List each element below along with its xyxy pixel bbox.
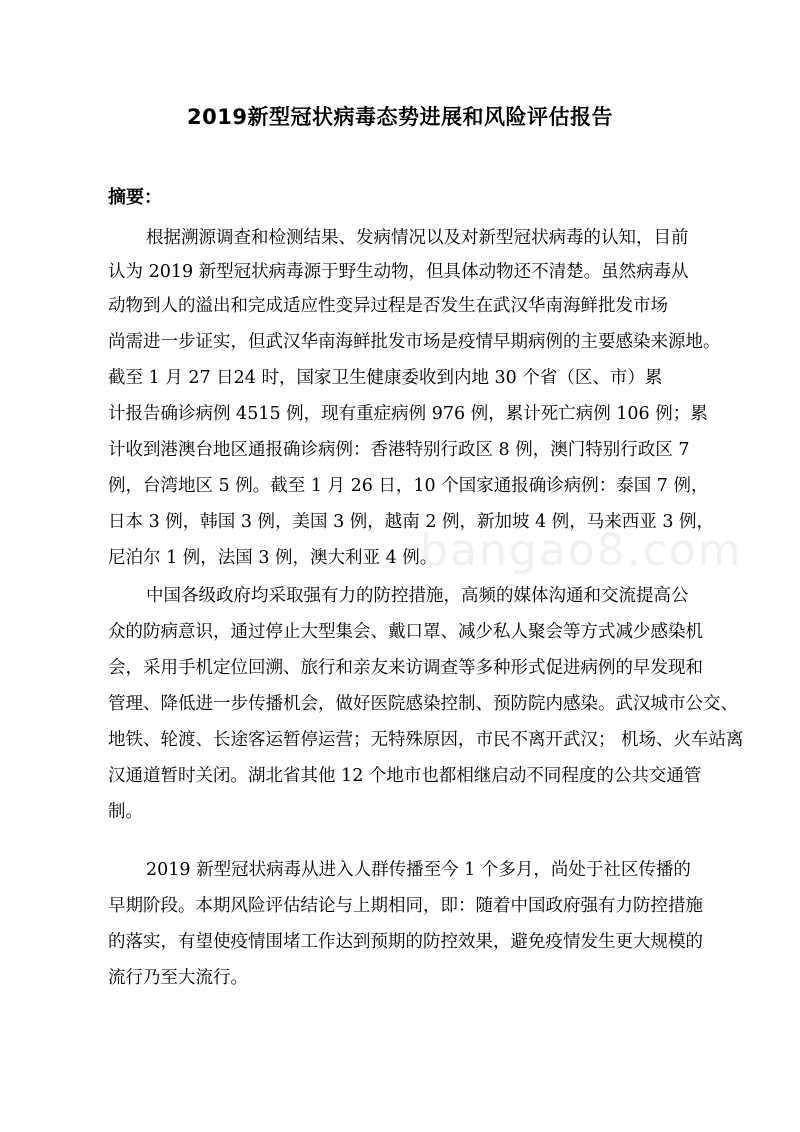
page-title: 2019新型冠状病毒态势进展和风险评估报告 <box>187 105 613 129</box>
paragraph-line: 尚需进一步证实，但武汉华南海鲜批发市场是疫情早期病例的主要感染来源地。 <box>108 332 721 352</box>
paragraph-line: 计收到港澳台地区通报确诊病例：香港特别行政区 8 例，澳门特别行政区 7 <box>108 440 690 460</box>
paragraph-line: 汉通道暂时关闭。湖北省其他 12 个地市也都相继启动不同程度的公共交通管 <box>108 766 702 786</box>
paragraph-line: 会，采用手机定位回溯、旅行和亲友来访调查等多种形式促进病例的早发现和 <box>108 658 703 678</box>
paragraph-line: 地铁、轮渡、长途客运暂停运营；无特殊原因，市民不离开武汉； 机场、火车站离 <box>108 730 744 750</box>
watermark-text: bangao8.com <box>420 525 743 576</box>
paragraph-line: 2019 新型冠状病毒从进入人群传播至今 1 个多月，尚处于社区传播的 <box>146 860 691 880</box>
paragraph-line: 日本 3 例，韩国 3 例，美国 3 例，越南 2 例，新加坡 4 例，马来西亚 3 例， <box>108 512 715 532</box>
paragraph-line: 中国各级政府均采取强有力的防控措施，高频的媒体沟通和交流提高公 <box>146 586 689 606</box>
paragraph-line: 截至 1 月 27 日24 时，国家卫生健康委收到内地 30 个省（区、市）累 <box>108 368 663 388</box>
paragraph-line: 动物到人的溢出和完成适应性变异过程是否发生在武汉华南海鲜批发市场 <box>108 296 668 316</box>
paragraph-line: 例，台湾地区 5 例。截至 1 月 26 日，10 个国家通报确诊病例：泰国 7 例， <box>108 476 709 496</box>
paragraph-line: 的落实，有望使疫情围堵工作达到预期的防控效果，避免疫情发生更大规模的 <box>108 932 703 952</box>
paragraph-line: 流行乃至大流行。 <box>108 968 248 988</box>
paragraph-line: 制。 <box>108 802 143 822</box>
paragraph-line: 尼泊尔 1 例，法国 3 例，澳大利亚 4 例。 <box>108 548 438 568</box>
paragraph-line: 管理、降低进一步传播机会，做好医院感染控制、预防院内感染。武汉城市公交、 <box>108 694 738 714</box>
paragraph-line: 众的防病意识，通过停止大型集会、戴口罩、减少私人聚会等方式减少感染机 <box>108 622 703 642</box>
paragraph-line: 根据溯源调查和检测结果、发病情况以及对新型冠状病毒的认知，目前 <box>146 228 689 248</box>
paragraph-line: 认为 2019 新型冠状病毒源于野生动物，但具体动物还不清楚。虽然病毒从 <box>108 262 689 282</box>
abstract-label: 摘要： <box>108 187 162 208</box>
paragraph-line: 早期阶段。本期风险评估结论与上期相同，即：随着中国政府强有力防控措施 <box>108 896 703 916</box>
paragraph-line: 计报告确诊病例 4515 例，现有重症病例 976 例，累计死亡病例 106 例；累 <box>108 404 708 424</box>
